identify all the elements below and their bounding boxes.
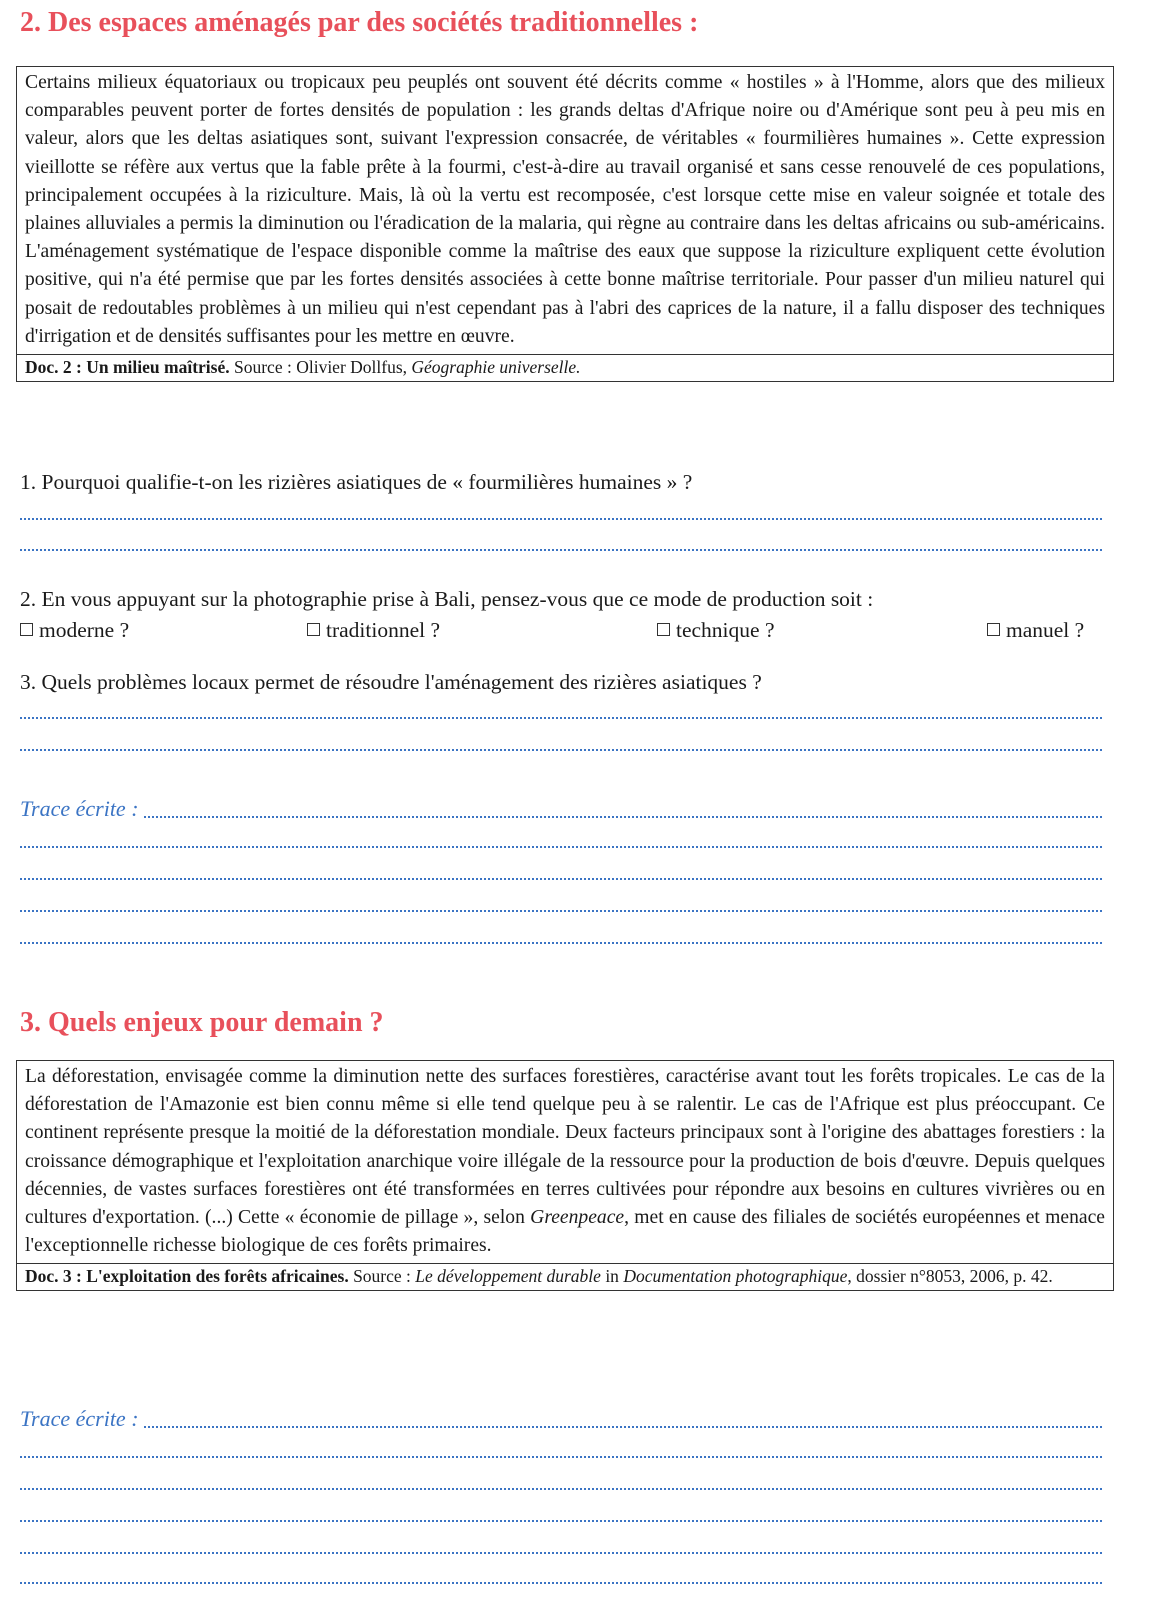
doc-2-caption-source: Source : Olivier Dollfus, [234,357,408,378]
doc-3-text-greenpeace: Greenpeace [530,1207,625,1229]
question-2: 2. En vous appuyant sur la photographie prise à Bali, pensez-vous que ce mode de production soit : [20,587,874,611]
trace-ecrite-label: Trace écrite : [20,1406,143,1432]
answer-line[interactable] [20,910,1102,912]
section-2-title: 2. Des espaces aménagés par des sociétés traditionnelles : [20,7,699,38]
answer-line[interactable] [20,1456,1102,1458]
answer-line[interactable] [20,549,1102,551]
doc-3-caption-title: Doc. 3 : L'exploitation des forêts africaines. [25,1266,349,1287]
answer-line[interactable] [20,749,1102,751]
choice-label: moderne ? [39,618,130,642]
choice-traditionnel[interactable] [307,616,440,644]
answer-line[interactable] [20,816,1102,818]
choice-label: technique ? [676,618,775,642]
checkbox-icon[interactable] [657,623,670,636]
choice-label: traditionnel ? [326,618,441,642]
doc-3-caption-source: Source : [353,1266,411,1287]
answer-line[interactable] [20,942,1102,944]
answer-line[interactable] [20,1426,1102,1428]
answer-line[interactable] [20,1520,1102,1522]
answer-line[interactable] [20,518,1102,520]
doc-2-caption [17,354,1113,381]
checkbox-icon[interactable] [307,623,320,636]
answer-line[interactable] [20,878,1102,880]
doc-3-text-part2: , met en cause des filiales de sociétés européennes et menace l'exceptionnelle richesse biologique de ces forêts primaires. [25,1207,1105,1257]
answer-line[interactable] [20,846,1102,848]
answer-line[interactable] [20,717,1102,719]
question-3: 3. Quels problèmes locaux permet de résoudre l'aménagement des rizières asiatiques ? [20,670,762,694]
doc-2-caption-title: Doc. 2 : Un milieu maîtrisé. [25,357,230,378]
trace-ecrite-label: Trace écrite : [20,796,143,822]
choice-label: manuel ? [1006,618,1085,642]
doc-3-box [16,1060,1114,1291]
doc-2-text: Certains milieux équatoriaux ou tropicaux peu peuplés ont souvent été décrits comme « hostiles » à l'Homme, alors que des milieux comparables peuvent porter de fortes densités de population : les grands deltas d'Afrique noire ou d'Amérique sont peu à peu mis en valeur, alors que les deltas asiatiques sont, suivant l'expression consacrée, de véritables « fourmilières humaines ». Cette expression vieillotte se réfère aux vertus que la fable prête à la fourmi, c'est-à-dire au travail organisé et sans cesse renouvelé de ces populations, principalement occupées à la riziculture. Mais, là où la vertu est recomposée, c'est lorsque cette mise en valeur soignée et totale des plaines alluviales a permis la diminution ou l'éradication de la malaria, qui règne au contraire dans les deltas africains ou sub-américains. L'aménagement systématique de l'espace disponible comme la maîtrise des eaux que suppose la riziculture expliquent cette évolution positive, qui n'a été permise que par les fortes densités associées à cette bonne maîtrise territoriale. Pour passer d'un milieu naturel qui posait de redoutables problèmes à un milieu qui n'est cependant pas à l'abri des caprices de la nature, il a fallu disposer des techniques d'irrigation et de densités suffisantes pour les mettre en œuvre. [25,72,1105,347]
doc-2-caption-work: Géographie universelle. [411,357,581,378]
doc-3-caption-work: Le développement durable [415,1266,601,1287]
trace-ecrite-row [20,1406,1102,1436]
checkbox-icon[interactable] [20,623,33,636]
answer-line[interactable] [20,1582,1102,1584]
choice-manuel[interactable] [987,616,1084,644]
answer-line[interactable] [20,1488,1102,1490]
doc-3-caption-in: in [605,1266,619,1287]
question-1: 1. Pourquoi qualifie-t-on les rizières asiatiques de « fourmilières humaines » ? [20,470,693,494]
choice-technique[interactable] [657,616,775,644]
answer-line[interactable] [20,1552,1102,1554]
doc-3-text-part1: La déforestation, envisagée comme la diminution nette des surfaces forestières, caractérise avant tout les forêts tropicales. Le cas de la déforestation de l'Amazonie est bien connu même si elle tend quelque peu à se ralentir. Le cas de l'Afrique est plus préoccupant. Ce continent représente presque la moitié de la déforestation mondiale. Deux facteurs principaux sont à l'origine des abattages forestiers : la croissance démographique et l'exploitation anarchique voire illégale de la ressource pour la production de bois d'œuvre. Depuis quelques décennies, de vastes surfaces forestières ont été transformées en terres cultivées pour répondre aux besoins en cultures vivrières ou en cultures d'exportation. (...) Cette « économie de pillage », selon [25,1066,1105,1229]
doc-3-caption [17,1263,1113,1290]
doc-2-box [16,66,1114,382]
doc-3-text [17,1061,1113,1263]
section-3-title: 3. Quels enjeux pour demain ? [20,1007,384,1038]
checkbox-icon[interactable] [987,623,1000,636]
doc-3-caption-ref: , dossier n°8053, 2006, p. 42. [847,1266,1053,1287]
trace-ecrite-row [20,796,1102,826]
doc-3-caption-collection: Documentation photographique [623,1266,848,1287]
choice-moderne[interactable] [20,616,129,644]
